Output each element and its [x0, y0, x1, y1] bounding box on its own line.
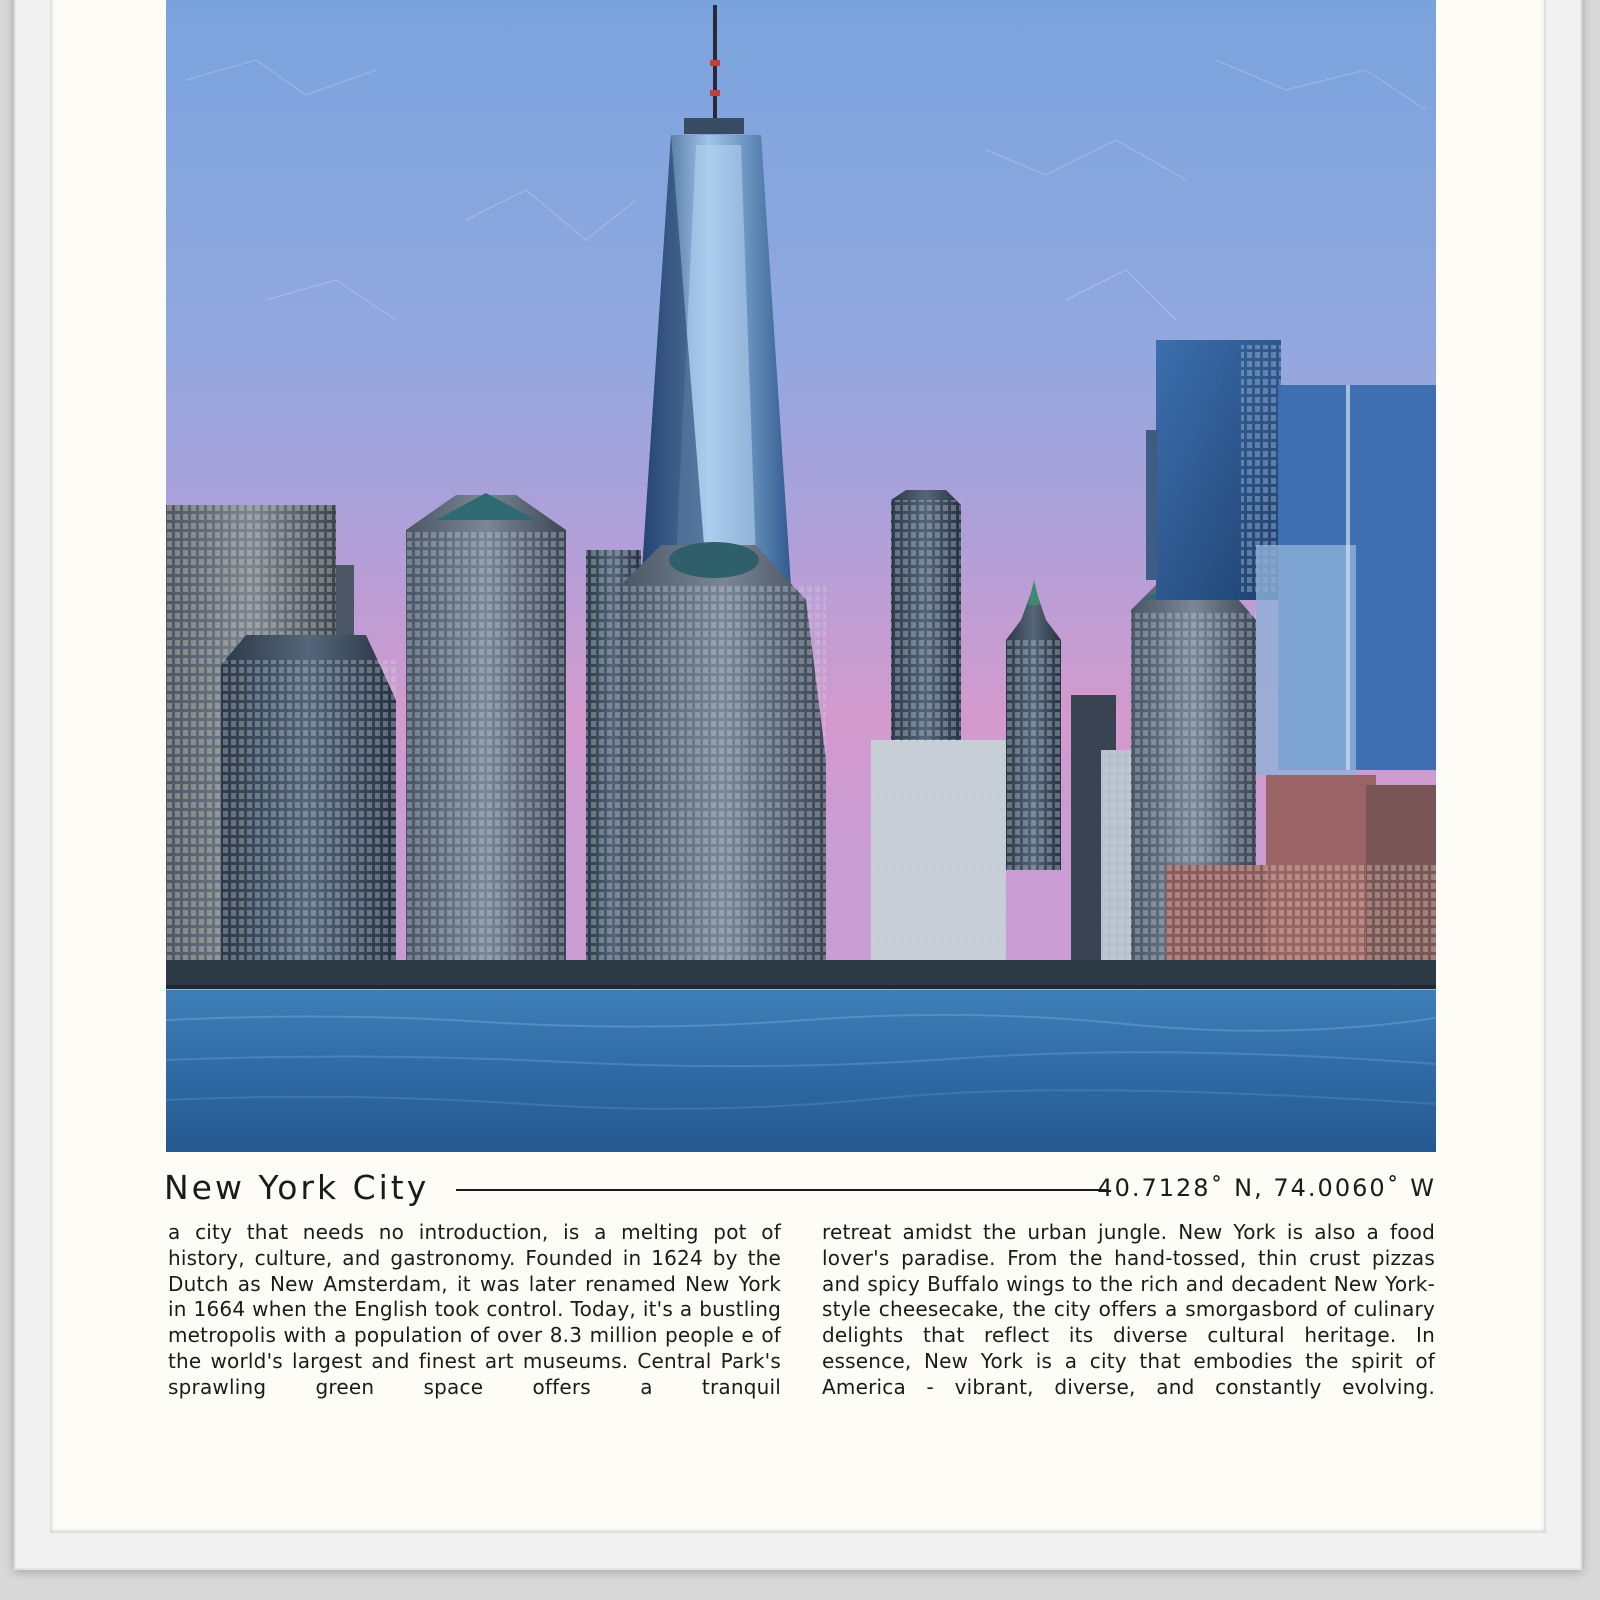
title-row: [164, 1168, 1436, 1208]
harbor-water: [166, 990, 1436, 1152]
brookfield-tower: [406, 493, 566, 975]
city-title: New York City: [164, 1168, 430, 1207]
narrow-mid-tower: [891, 490, 961, 740]
description-left-column: a city that needs no introduction, is a melting pot of history, culture, and gastronomy. Founded in 1624 by the Dutch as New Amsterdam, it was later renamed New York in 1664 when the English took control. Today, it's a bustling metropolis with a population of over 8.3 million people e of the world's largest and finest art museums. Central Park's sprawling green space offers a tranquil: [168, 1220, 781, 1399]
shoreline: [166, 960, 1436, 988]
description-right-column: retreat amidst the urban jungle. New York is also a food lover's paradise. From the hand-tossed, thin crust pizzas and spicy Buffalo wings to the rich and decadent New York-style cheesecake, the city offers a smorgasbord of culinary delights that reflect its diverse cultural heritage. In essence, New York is a city that embodies the spirit of America - vibrant, diverse, and constantly evolving.: [822, 1220, 1435, 1399]
white-residential-building: [871, 740, 1006, 985]
title-divider-line: [456, 1189, 1106, 1191]
left-mid-building: [221, 635, 396, 975]
four-world-trade-tower: [621, 542, 826, 975]
far-right-blue-tower: [1256, 385, 1436, 775]
skyline-illustration: [166, 0, 1436, 1152]
skyline-artwork: [166, 0, 1436, 1152]
coordinates-label: 40.7128˚ N, 74.0060˚ W: [1097, 1174, 1436, 1202]
